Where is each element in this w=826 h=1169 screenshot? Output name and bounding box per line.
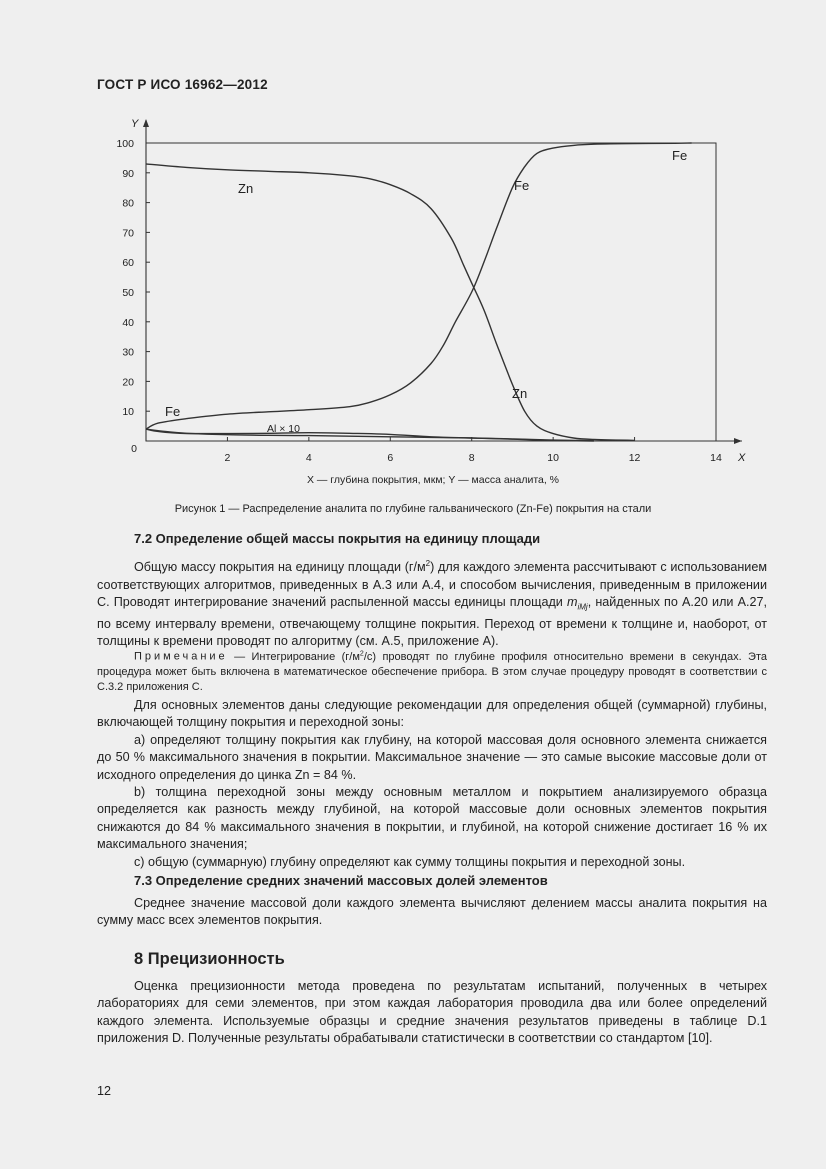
curve-label: Al × 10: [267, 423, 300, 435]
y-tick-label: 20: [122, 376, 134, 389]
section-7-2-para1: [97, 555, 767, 651]
x-tick-label: 10: [547, 452, 559, 464]
x-tick-label: 6: [387, 452, 394, 464]
section-7-2-list: [97, 697, 767, 871]
para1-text: Общую массу покрытия на единицу площади $(г/м^2)$ для каждого элемента рассчитывают с использованием соответствующих алгоритмов, приведенных в А.3 или А.4, и способом вычисления, приведенным в приложении С. Проводят интегрирование значений распыленной массы единицы площади $m_{iMj}$, найденных по А.20 или А.27, по всему интервалу времени, отвечающему толщине покрытия. Переход от времени к толщине и, наоборот, от толщины к времени проводят по алгоритму (см. А.5, приложение А).: [97, 559, 768, 649]
y-axis-arrow: [143, 119, 149, 127]
chart-axes: [143, 119, 742, 444]
series-line-zn: [146, 164, 635, 441]
chart-labels: [131, 118, 746, 486]
y-tick-label: 70: [122, 227, 134, 240]
y-axis-letter: Y: [131, 118, 139, 130]
x-tick-label: 8: [468, 452, 475, 464]
series-line-al-10-lower-: [146, 429, 594, 441]
curve-label: Zn: [238, 181, 254, 196]
note-text: — Интегрирование $(г/м^2/с)$ проводят по глубине профиля относительно времени в секундах. Эта процедура может быть включена в математическое обеспечение прибора. В этом случае процедуру проводят в соответствии с С.3.2 приложения С.: [97, 650, 767, 694]
x-tick-label: 4: [305, 452, 312, 464]
y-tick-label: 30: [122, 346, 134, 359]
curve-label: Fe: [672, 148, 688, 163]
x-axis-arrow: [734, 438, 742, 444]
item-a-text: а) определяют толщину покрытия как глубину, на которой массовая доля основного элемента снижается до 50 % максимального значения в покрытии. Максимальное значение — это самые высокие массовые доли от исходного определения до цинка Zn = 84 %.: [97, 732, 767, 782]
series-line-fe: [146, 143, 692, 429]
y-tick-label: 40: [122, 316, 134, 329]
curve-label: Zn: [512, 386, 528, 401]
section-8-title: 8 Прецизионность: [134, 950, 285, 968]
section-7-3-para: [97, 895, 767, 930]
x-axis-letter: X: [738, 452, 746, 464]
y-tick-label: 100: [116, 138, 134, 150]
section-7-3-text: Среднее значение массовой доли каждого элемента вычисляют делением массы аналита покрытия на сумму масс всех элементов покрытия.: [97, 896, 767, 928]
plot-frame: [146, 143, 716, 441]
note: [97, 646, 767, 695]
x-tick-label: 2: [224, 452, 231, 464]
axes-legend-caption: X — глубина покрытия, мкм; Y — масса аналита, %: [306, 474, 560, 486]
depth-profile-chart: [0, 0, 826, 500]
y-tick-label: 50: [122, 287, 134, 299]
section-8-text: Оценка прецизионности метода проведена по результатам испытаний, полученных в четырех лабораториях для семи элементов, при этом каждая лаборатория проводила два или более определений каждого элемента. Используемые образцы и средние значения результатов приведены в таблице D.1 приложения D. Полученные результаты обрабатывали статистически в соответствии со стандартом [10].: [97, 979, 767, 1046]
curve-label: Fe: [514, 178, 530, 193]
y-tick-label: 0: [131, 443, 137, 455]
chart-ticks: [116, 138, 722, 464]
section-7-2-title: 7.2 Определение общей массы покрытия на единицу площади: [134, 531, 541, 546]
item-c-text: с) общую (суммарную) глубину определяют как сумму толщины покрытия и переходной зоны.: [134, 854, 686, 869]
y-tick-label: 80: [122, 197, 134, 210]
y-tick-label: 10: [122, 406, 134, 419]
item-b-text: b) толщина переходной зоны между основным металлом и покрытием анализируемого образца определяется как разность между глубиной, на которой массовые доли основных элементов покрытия снижаются до 84 % максимального значения в покрытии, и глубиной, на которой снижение достигает 16 % их максимального значения;: [97, 785, 767, 852]
x-tick-label: 12: [628, 452, 641, 464]
para2-text: Для основных элементов даны следующие рекомендации для определения общей (суммарной) глубины, включающей толщину покрытия и переходной зоны:: [97, 698, 767, 730]
section-8-para: [97, 978, 767, 1048]
y-tick-label: 90: [122, 167, 134, 180]
figure-caption: Рисунок 1 — Распределение аналита по глубине гальванического (Zn-Fe) покрытия на стали: [174, 503, 652, 515]
page-number: 12: [97, 1084, 112, 1098]
note-label: Примечание: [134, 650, 228, 663]
curve-label: Fe: [165, 404, 181, 419]
document-header: ГОСТ Р ИСО 16962—2012: [97, 77, 268, 92]
y-tick-label: 60: [122, 257, 134, 270]
chart-curves: [146, 143, 692, 441]
x-tick-label: 14: [710, 452, 722, 464]
section-7-3-title: 7.3 Определение средних значений массовых долей элементов: [134, 873, 548, 888]
